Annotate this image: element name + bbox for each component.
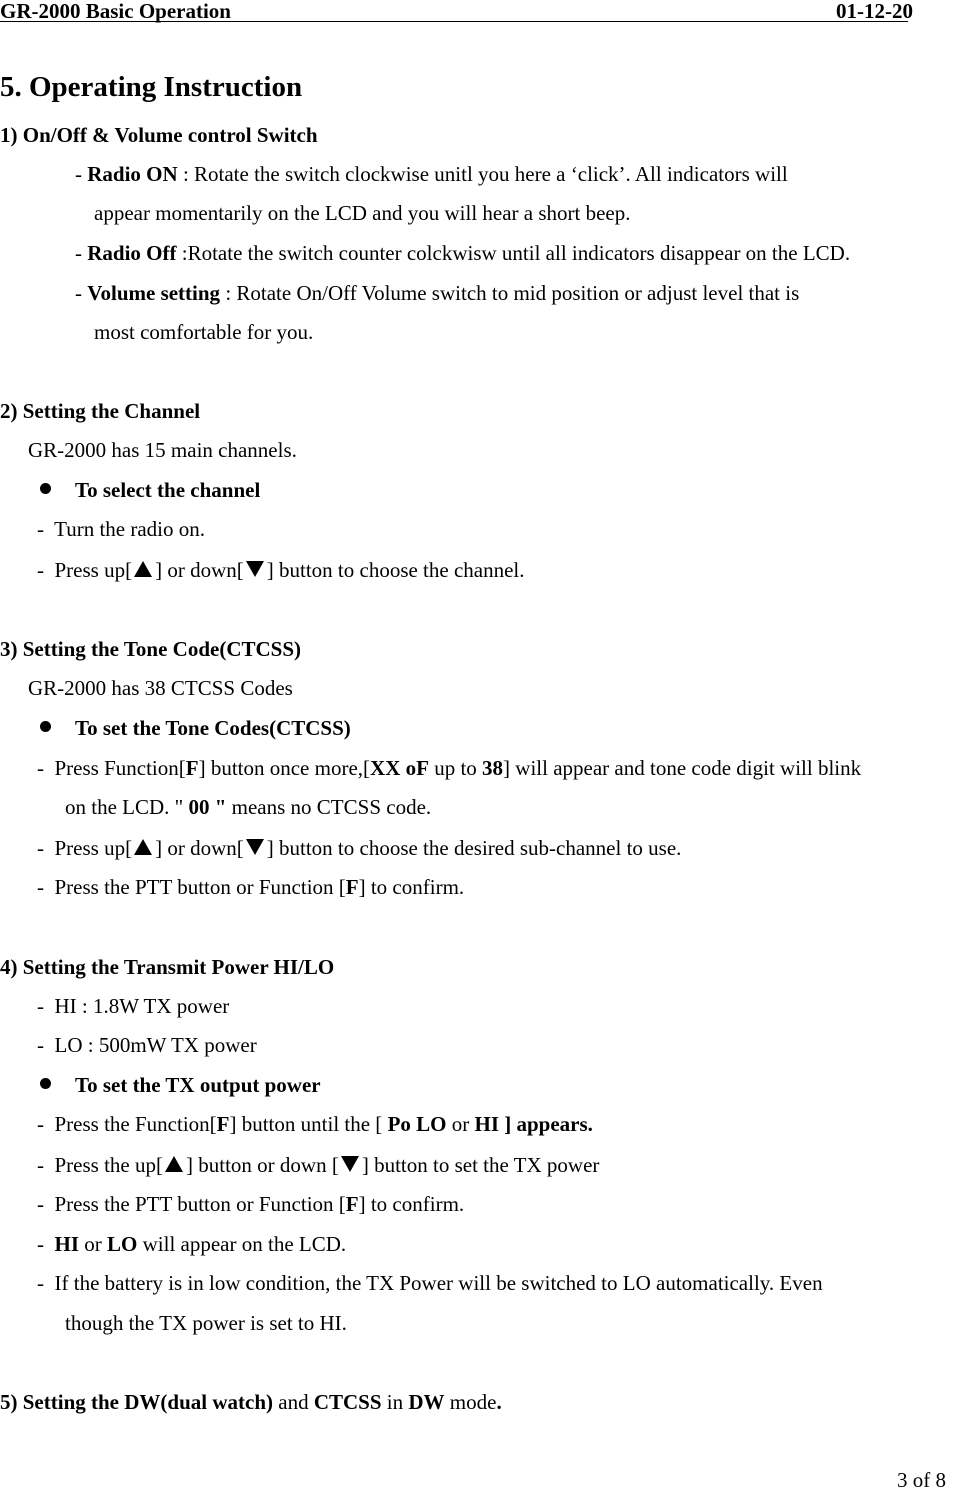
up-triangle-icon — [164, 1155, 184, 1173]
s5-heading-g: . — [496, 1390, 502, 1414]
s5-heading-f: mode — [444, 1390, 497, 1414]
s3-step2-c: ] button to choose the desired sub-channel to use. — [266, 836, 682, 860]
s3-step2: - Press up[ ] or down[ ] button to choose the desired sub-channel to use. — [37, 836, 682, 860]
s4-step1-f: F — [216, 1112, 230, 1136]
s4-step4-hi: HI — [54, 1232, 80, 1256]
s4-hi: - HI : 1.8W TX power — [37, 994, 230, 1018]
s1-heading: 1) On/Off & Volume control Switch — [0, 123, 318, 147]
s2-step2: - Press up[ ] or down[ ] button to choose the channel. — [37, 558, 525, 582]
s3-step3: - Press the PTT button or Function [F] to confirm. — [37, 875, 465, 899]
bullet-icon — [40, 721, 51, 732]
s3-step1-c: up to — [428, 756, 483, 780]
s5-heading-a: 5) Setting the DW(dual watch) — [0, 1390, 273, 1414]
s4-step1-polo: Po LO — [387, 1112, 447, 1136]
s3-step3-a: Press the PTT button or Function [ — [54, 875, 346, 899]
header-date: 01-12-20 — [836, 0, 913, 23]
up-triangle-icon — [133, 838, 153, 856]
s2-step2-b: ] or down[ — [155, 558, 244, 582]
up-triangle-icon — [133, 560, 153, 578]
down-triangle-icon — [245, 560, 265, 578]
s3-step1-g: means no CTCSS code. — [226, 795, 432, 819]
header-title: GR-2000 Basic Operation — [0, 0, 231, 23]
s5-heading-c: CTCSS — [313, 1390, 382, 1414]
s4-step2-a: Press the up[ — [54, 1153, 163, 1177]
s4-step1-b: ] button until the [ — [229, 1112, 388, 1136]
s1-radio-on: - Radio ON : Rotate the switch clockwise unitl you here a ‘click’. All indicators will — [75, 162, 788, 186]
s4-step5: - If the battery is in low condition, the TX Power will be switched to LO automatically. Even — [37, 1271, 823, 1295]
s3-step1-line2 — [65, 797, 431, 818]
s3-step1-d: ] will appear and tone code digit will blink — [503, 756, 862, 780]
radio-on-text: : Rotate the switch clockwise unitl you here a ‘click’. All indicators will — [177, 162, 788, 186]
s3-step1-a: Press Function[ — [54, 756, 186, 780]
s2-step2-a: Press up[ — [54, 558, 133, 582]
s4-bullet: To set the TX output power — [75, 1073, 321, 1097]
s3-step1: - Press Function[F] button once more,[XX oF up to 38] will appear and tone code digit will blink — [37, 756, 862, 780]
radio-off-label: Radio Off — [87, 241, 177, 265]
s4-step5-text: If the battery is in low condition, the TX Power will be switched to LO automatically. Even — [54, 1271, 823, 1295]
s3-step1-f: F — [185, 756, 199, 780]
s3-step3-b: ] to confirm. — [358, 875, 465, 899]
s4-hi-text: HI : 1.8W TX power — [54, 994, 230, 1018]
down-triangle-icon — [340, 1155, 360, 1173]
s3-step1-xx: XX oF — [370, 756, 429, 780]
s2-bullet: To select the channel — [75, 478, 261, 502]
s3-step2-a: Press up[ — [54, 836, 133, 860]
s3-step1-e: on the LCD. " — [65, 795, 184, 819]
radio-on-label: Radio ON — [87, 162, 178, 186]
s3-step1-00: 00 " — [183, 795, 227, 819]
s4-step4-lo: LO — [107, 1232, 138, 1256]
s4-step3-f: F — [345, 1192, 359, 1216]
page-number: 3 of 8 — [897, 1468, 946, 1492]
s4-step1: - Press the Function[F] button until the [ Po LO or HI ] appears. — [37, 1112, 593, 1136]
s5-heading-e: DW — [408, 1390, 445, 1414]
s3-step2-b: ] or down[ — [155, 836, 244, 860]
radio-on-text2: appear momentarily on the LCD and you will hear a short beep. — [94, 201, 631, 225]
s4-heading: 4) Setting the Transmit Power HI/LO — [0, 955, 335, 979]
volume-text: : Rotate On/Off Volume switch to mid position or adjust level that is — [220, 281, 800, 305]
s4-step3: - Press the PTT button or Function [F] to confirm. — [37, 1192, 465, 1216]
s5-heading-d: in — [381, 1390, 409, 1414]
s2-step1: - Turn the radio on. — [37, 517, 206, 541]
s4-step3-b: ] to confirm. — [358, 1192, 465, 1216]
bullet-icon — [40, 483, 51, 494]
s5-heading — [0, 1392, 502, 1413]
volume-text2: most comfortable for you. — [94, 320, 314, 344]
s4-step4: - HI or LO will appear on the LCD. — [37, 1232, 347, 1256]
s4-lo-text: LO : 500mW TX power — [54, 1033, 257, 1057]
page-title: 5. Operating Instruction — [0, 71, 303, 103]
s4-step2: - Press the up[ ] button or down [ ] button to set the TX power — [37, 1153, 600, 1177]
radio-off-text: :Rotate the switch counter colckwisw until all indicators disappear on the LCD. — [176, 241, 851, 265]
s4-step5-line2: though the TX power is set to HI. — [65, 1311, 347, 1335]
s4-step2-b: ] button or down [ — [186, 1153, 339, 1177]
bullet-icon — [40, 1078, 51, 1089]
s3-step3-f: F — [345, 875, 359, 899]
s3-bullet: To set the Tone Codes(CTCSS) — [75, 716, 351, 740]
s4-step1-hi: HI ] appears. — [474, 1112, 593, 1136]
s1-volume: - Volume setting : Rotate On/Off Volume switch to mid position or adjust level that is — [75, 281, 800, 305]
down-triangle-icon — [245, 838, 265, 856]
s2-step2-c: ] button to choose the channel. — [266, 558, 525, 582]
s4-step3-a: Press the PTT button or Function [ — [54, 1192, 346, 1216]
s2-intro: GR-2000 has 15 main channels. — [28, 438, 297, 462]
s3-intro: GR-2000 has 38 CTCSS Codes — [28, 676, 293, 700]
header-rule — [0, 21, 908, 22]
s1-radio-off: - Radio Off :Rotate the switch counter colckwisw until all indicators disappear on the LCD. — [75, 241, 851, 265]
s3-step1-b: ] button once more,[ — [198, 756, 371, 780]
s3-step1-38: 38 — [482, 756, 504, 780]
s4-step2-c: ] button to set the TX power — [361, 1153, 600, 1177]
s3-heading: 3) Setting the Tone Code(CTCSS) — [0, 637, 302, 661]
s4-step4-or: or — [79, 1232, 108, 1256]
s2-step1-text: Turn the radio on. — [54, 517, 206, 541]
s2-heading: 2) Setting the Channel — [0, 399, 201, 423]
s4-step1-or: or — [446, 1112, 475, 1136]
s4-step4-rest: will appear on the LCD. — [137, 1232, 347, 1256]
s4-step1-a: Press the Function[ — [54, 1112, 217, 1136]
volume-label: Volume setting — [87, 281, 221, 305]
s4-lo: - LO : 500mW TX power — [37, 1033, 257, 1057]
s5-heading-b: and — [273, 1390, 314, 1414]
